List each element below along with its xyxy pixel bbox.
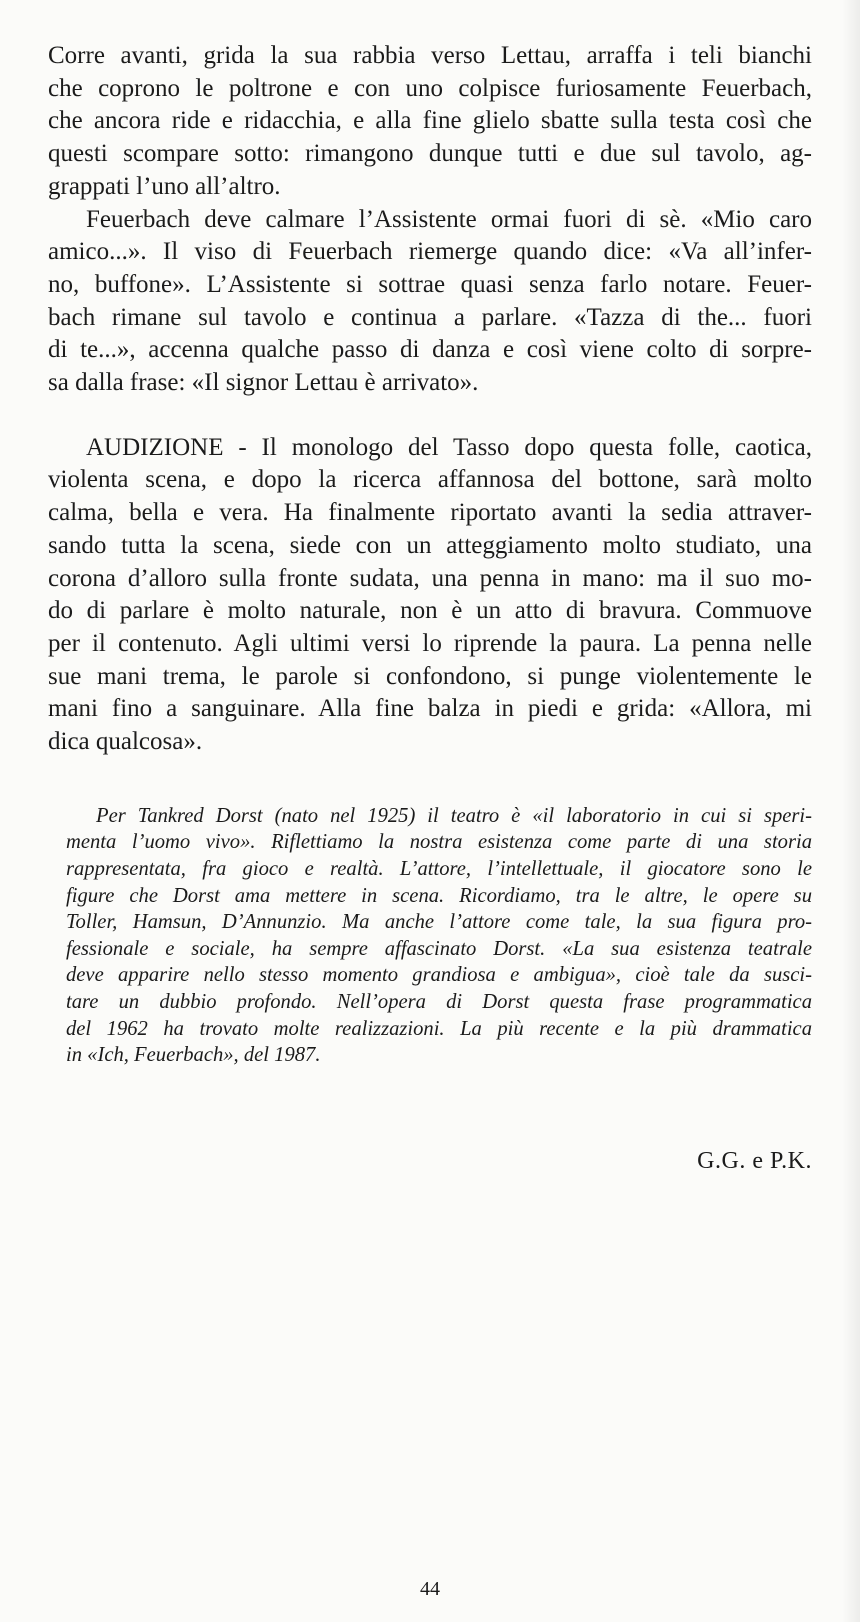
page-edge-shadow bbox=[842, 0, 860, 1622]
text-line: Feuerbach deve calmare l’Assistente ormai fuori di sè. «Mio caro bbox=[86, 205, 812, 233]
text-line: violenta scena, e dopo la ricerca affannosa del bottone, sarà molto bbox=[48, 466, 812, 494]
paragraph-1 bbox=[48, 40, 812, 204]
text-line: sa dalla frase: «Il signor Lettau è arrivato». bbox=[48, 369, 479, 397]
text-line: grappati l’uno all’altro. bbox=[48, 172, 281, 200]
text-line: amico...». Il viso di Feuerbach riemerge quando dice: «Va all’infer- bbox=[48, 238, 812, 266]
text-line: AUDIZIONE - Il monologo del Tasso dopo questa folle, caotica, bbox=[86, 433, 812, 461]
text-line: do di parlare è molto naturale, non è un atto di bravura. Commuove bbox=[48, 597, 812, 625]
italic-note bbox=[66, 803, 812, 1069]
text-line: che coprono le poltrone e con uno colpisce furiosamente Feuerbach, bbox=[48, 74, 812, 102]
text-line: mani fino a sanguinare. Alla fine balza in piedi e grida: «Allora, mi bbox=[48, 695, 812, 723]
page-number: 44 bbox=[420, 1578, 440, 1600]
note-line: deve apparire nello stesso momento grandiosa e ambigua», cioè tale da susci- bbox=[66, 964, 812, 987]
author-signature: G.G. e P.K. bbox=[697, 1148, 812, 1174]
note-line: figure che Dorst ama mettere in scena. Ricordiamo, tra le altre, le opere su bbox=[66, 884, 812, 907]
note-line: fessionale e sociale, ha sempre affascinato Dorst. «La sua esistenza teatrale bbox=[66, 937, 812, 960]
paragraph-2 bbox=[48, 204, 812, 400]
note-line: Per Tankred Dorst (nato nel 1925) il teatro è «il laboratorio in cui si speri- bbox=[96, 804, 812, 827]
page-body bbox=[48, 40, 812, 1069]
text-line: sando tutta la scena, siede con un atteggiamento molto studiato, una bbox=[48, 531, 812, 559]
text-line: per il contenuto. Agli ultimi versi lo riprende la paura. La penna nelle bbox=[48, 629, 812, 657]
text-line: calma, bella e vera. Ha finalmente riportato avanti la sedia attraver- bbox=[48, 499, 812, 527]
note-line: del 1962 ha trovato molte realizzazioni. La più recente e la più drammatica bbox=[66, 1017, 812, 1040]
note-line: tare un dubbio profondo. Nell’opera di Dorst questa frase programmatica bbox=[66, 990, 812, 1013]
text-line: che ancora ride e ridacchia, e alla fine glielo sbatte sulla testa così che bbox=[48, 107, 812, 135]
paragraph-audizione bbox=[48, 432, 812, 759]
text-line: questi scompare sotto: rimangono dunque tutti e due sul tavolo, ag- bbox=[48, 140, 812, 168]
note-line: in «Ich, Feuerbach», del 1987. bbox=[66, 1044, 321, 1067]
section-spacer bbox=[48, 400, 812, 432]
note-line: menta l’uomo vivo». Riflettiamo la nostra esistenza come parte di una storia bbox=[66, 831, 812, 854]
text-line: sue mani trema, le parole si confondono, si punge violentemente le bbox=[48, 662, 812, 690]
text-line: bach rimane sul tavolo e continua a parlare. «Tazza di the... fuori bbox=[48, 303, 812, 331]
text-line: corona d’alloro sulla fronte sudata, una penna in mano: ma il suo mo- bbox=[48, 564, 812, 592]
text-line: Corre avanti, grida la sua rabbia verso Lettau, arraffa i teli bianchi bbox=[48, 42, 812, 69]
text-line: di te...», accenna qualche passo di danza e così viene colto di sorpre- bbox=[48, 336, 812, 364]
text-line: no, buffone». L’Assistente si sottrae quasi senza farlo notare. Feuer- bbox=[48, 270, 812, 298]
text-line: dica qualcosa». bbox=[48, 728, 203, 756]
note-line: rappresentata, fra gioco e realtà. L’attore, l’intellettuale, il giocatore sono le bbox=[66, 857, 812, 880]
note-line: Toller, Hamsun, D’Annunzio. Ma anche l’attore come tale, la sua figura pro- bbox=[66, 911, 812, 934]
